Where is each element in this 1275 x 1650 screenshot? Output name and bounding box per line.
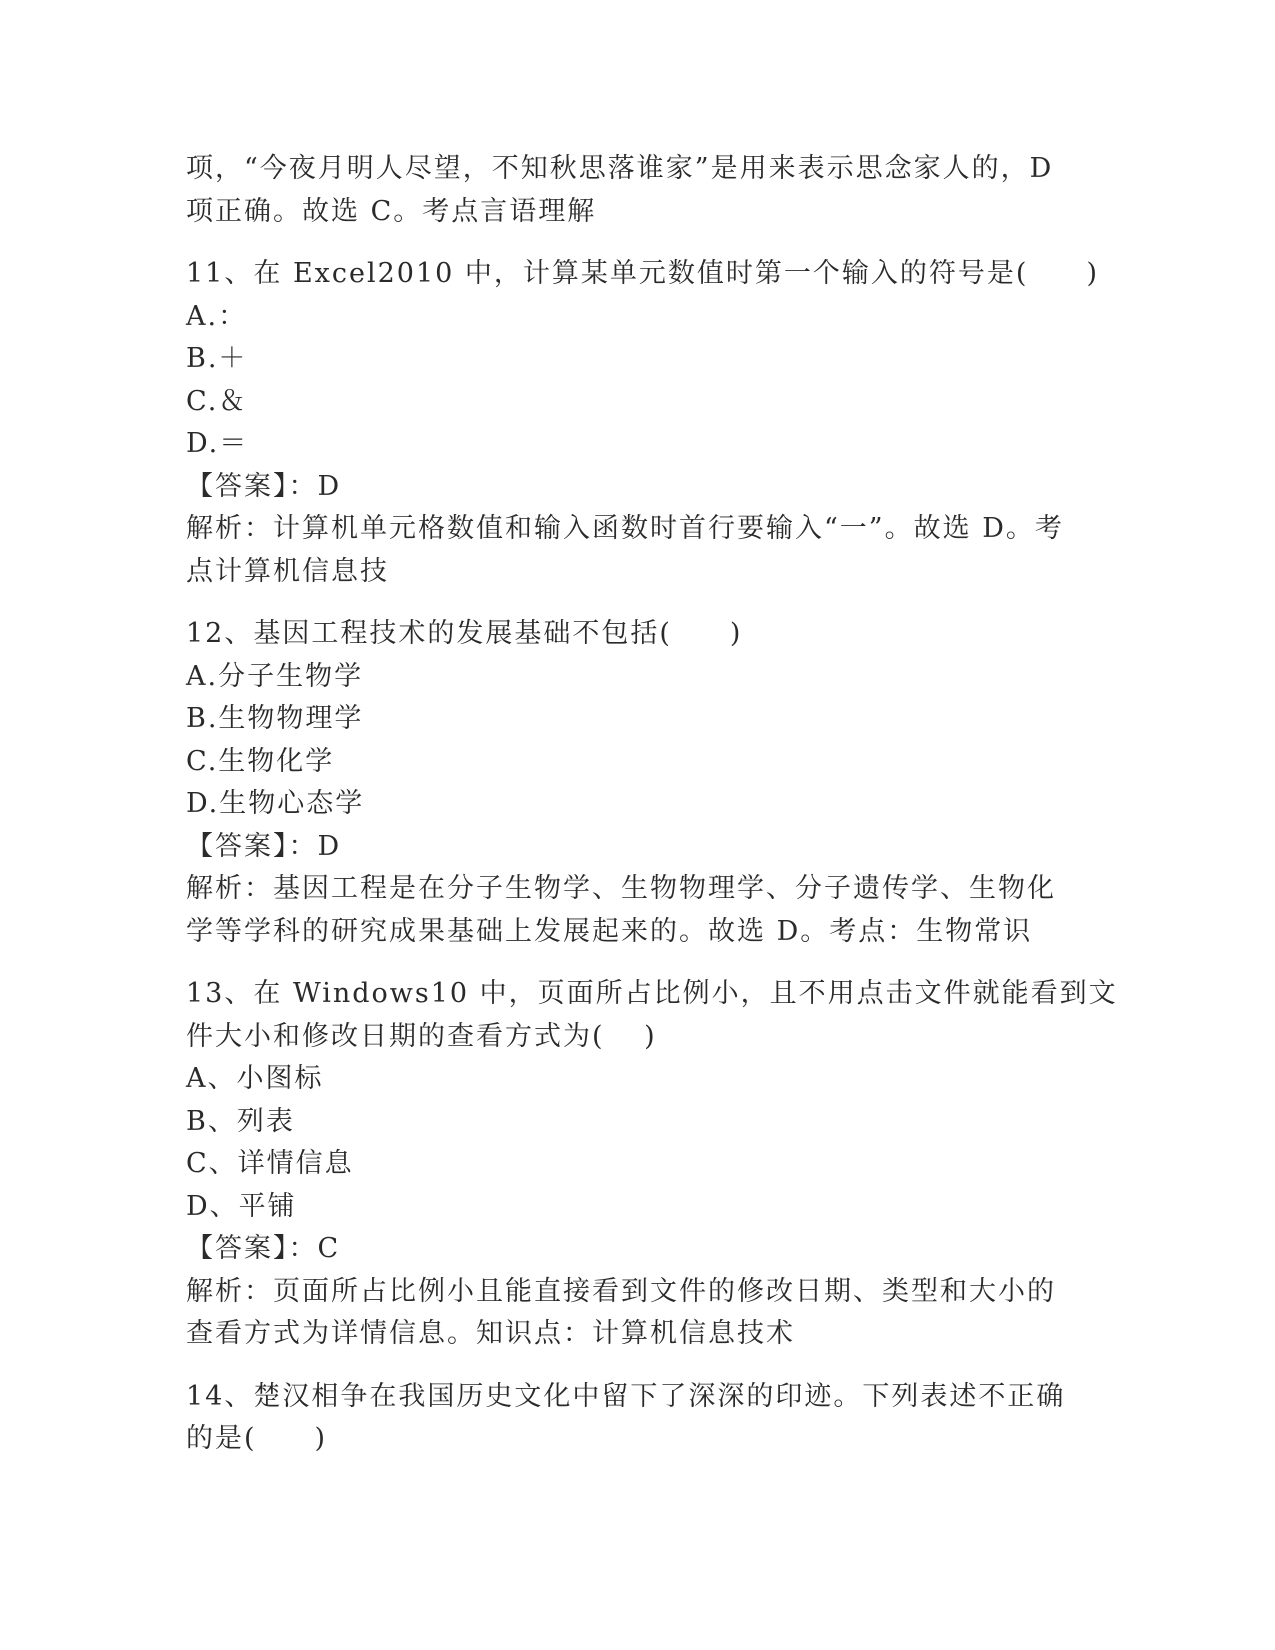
question-11 xyxy=(186,253,1099,593)
text-line: 项，“今夜月明人尽望，不知秋思落谁家”是用来表示思念家人的，D xyxy=(186,153,1054,184)
question-stem: 12、基因工程技术的发展基础不包括( ) xyxy=(186,618,743,649)
question-14 xyxy=(186,1376,1086,1461)
answer-line: 【答案】：D xyxy=(186,830,342,862)
answer-line: 【答案】：C xyxy=(186,1233,341,1264)
text-line: 项正确。故选 C。考点言语理解 xyxy=(186,195,597,227)
option-a: A.分子生物学 xyxy=(186,660,364,692)
option-d: D.生物心态学 xyxy=(186,788,365,819)
analysis-line: 查看方式为详情信息。知识点：计算机信息技术 xyxy=(186,1318,795,1349)
option-b: B.生物物理学 xyxy=(186,703,364,734)
question-stem: 14、楚汉相争在我国历史文化中留下了深深的印迹。下列表述不正确 xyxy=(186,1380,1066,1412)
option-c: C.生物化学 xyxy=(186,745,335,777)
question-stem: 件大小和修改日期的查看方式为( ) xyxy=(186,1020,657,1052)
analysis-line: 解析：计算机单元格数值和输入函数时首行要输入“一”。故选 D。考 xyxy=(186,513,1064,544)
analysis-line: 点计算机信息技 xyxy=(186,555,389,587)
answer-line: 【答案】：D xyxy=(186,470,342,502)
question-stem: 的是( ) xyxy=(186,1423,328,1454)
question-12 xyxy=(186,613,1086,953)
previous-question-tail xyxy=(186,148,1086,233)
option-b: B.＋ xyxy=(186,343,248,374)
question-stem: 13、在 Windows10 中，页面所占比例小，且不用点击文件就能看到文 xyxy=(186,978,1118,1009)
option-a: A.： xyxy=(186,300,248,332)
analysis-line: 解析：基因工程是在分子生物学、生物物理学、分子遗传学、生物化 xyxy=(186,873,1056,904)
option-c: C.＆ xyxy=(186,385,248,417)
option-c: C、详情信息 xyxy=(186,1148,354,1179)
document-page xyxy=(186,148,1118,1461)
option-a: A、小图标 xyxy=(186,1063,324,1094)
analysis-line: 学等学科的研究成果基础上发展起来的。故选 D。考点：生物常识 xyxy=(186,915,1033,947)
question-13 xyxy=(186,973,1118,1356)
option-b: B、列表 xyxy=(186,1105,295,1137)
analysis-line: 解析：页面所占比例小且能直接看到文件的修改日期、类型和大小的 xyxy=(186,1275,1056,1307)
question-stem: 11、在 Excel2010 中，计算某单元数值时第一个输入的符号是( ) xyxy=(186,258,1099,289)
option-d: D.＝ xyxy=(186,428,249,459)
option-d: D、平铺 xyxy=(186,1190,297,1222)
